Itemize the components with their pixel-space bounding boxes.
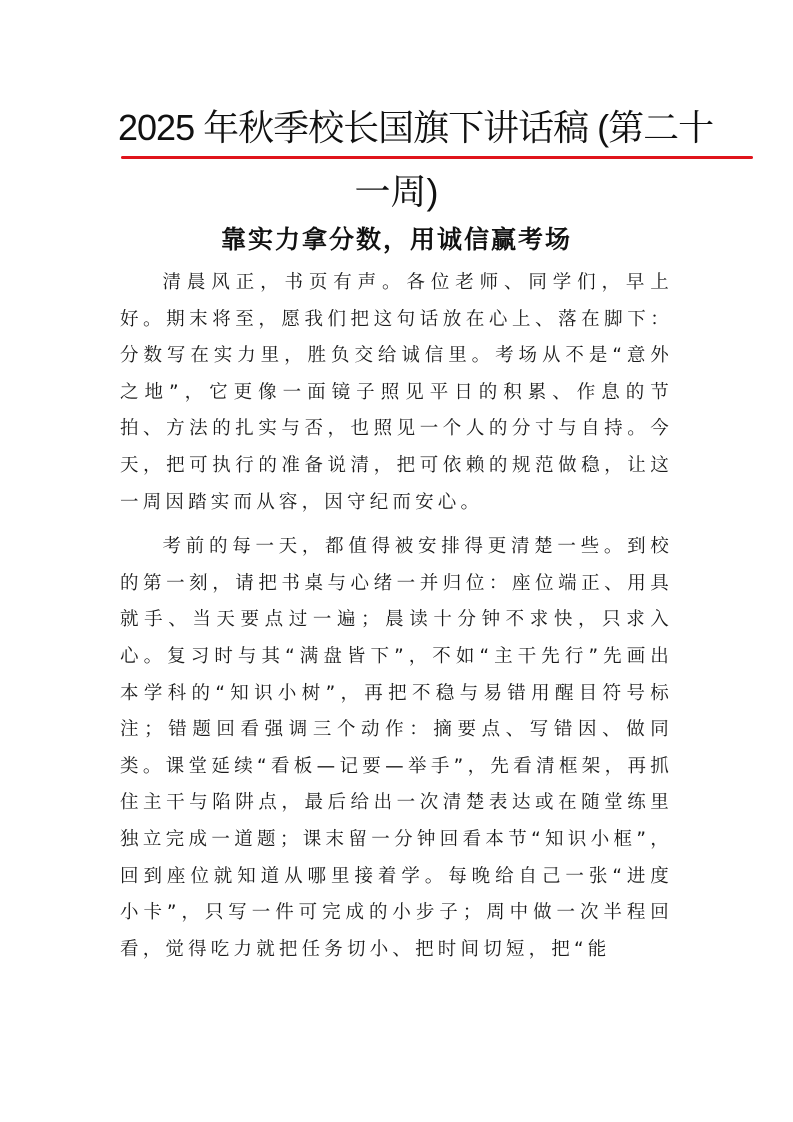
title-red-underline (121, 156, 753, 159)
document-title-line-1: 2025 年秋季校长国旗下讲话稿 (第二十 (118, 107, 714, 148)
body-paragraph-1: 清晨风正，书页有声。各位老师、同学们，早上好。期末将至，愿我们把这句话放在心上、落在脚下：分数写在实力里，胜负交给诚信里。考场从不是“意外之地”，它更像一面镜子照见平日的积累、作息的节拍、方法的扎实与否，也照见一个人的分寸与自持。今天，把可执行的准备说清，把可依赖的规范做稳，让这一周因踏实而从容，因守纪而安心。 (120, 272, 673, 513)
document-body (120, 265, 673, 968)
document-subtitle: 靠实力拿分数，用诚信赢考场 (220, 225, 572, 254)
document-title-line-2: 一周) (354, 171, 439, 212)
body-paragraph-2: 考前的每一天，都值得被安排得更清楚一些。到校的第一刻，请把书桌与心绪一并归位：座位端正、用具就手、当天要点过一遍；晨读十分钟不求快，只求入心。复习时与其“满盘皆下”，不如“主干先行”先画出本学科的“知识小树”，再把不稳与易错用醒目符号标注；错题回看强调三个动作：摘要点、写错因、做同类。课堂延续“看板—记要—举手”，先看清框架，再抓住主干与陷阱点，最后给出一次清楚表达或在随堂练里独立完成一道题；课末留一分钟回看本节“知识小框”，回到座位就知道从哪里接着学。每晚给自己一张“进度小卡”，只写一件可完成的小步子；周中做一次半程回看，觉得吃力就把任务切小、把时间切短，把“能 (120, 536, 673, 960)
